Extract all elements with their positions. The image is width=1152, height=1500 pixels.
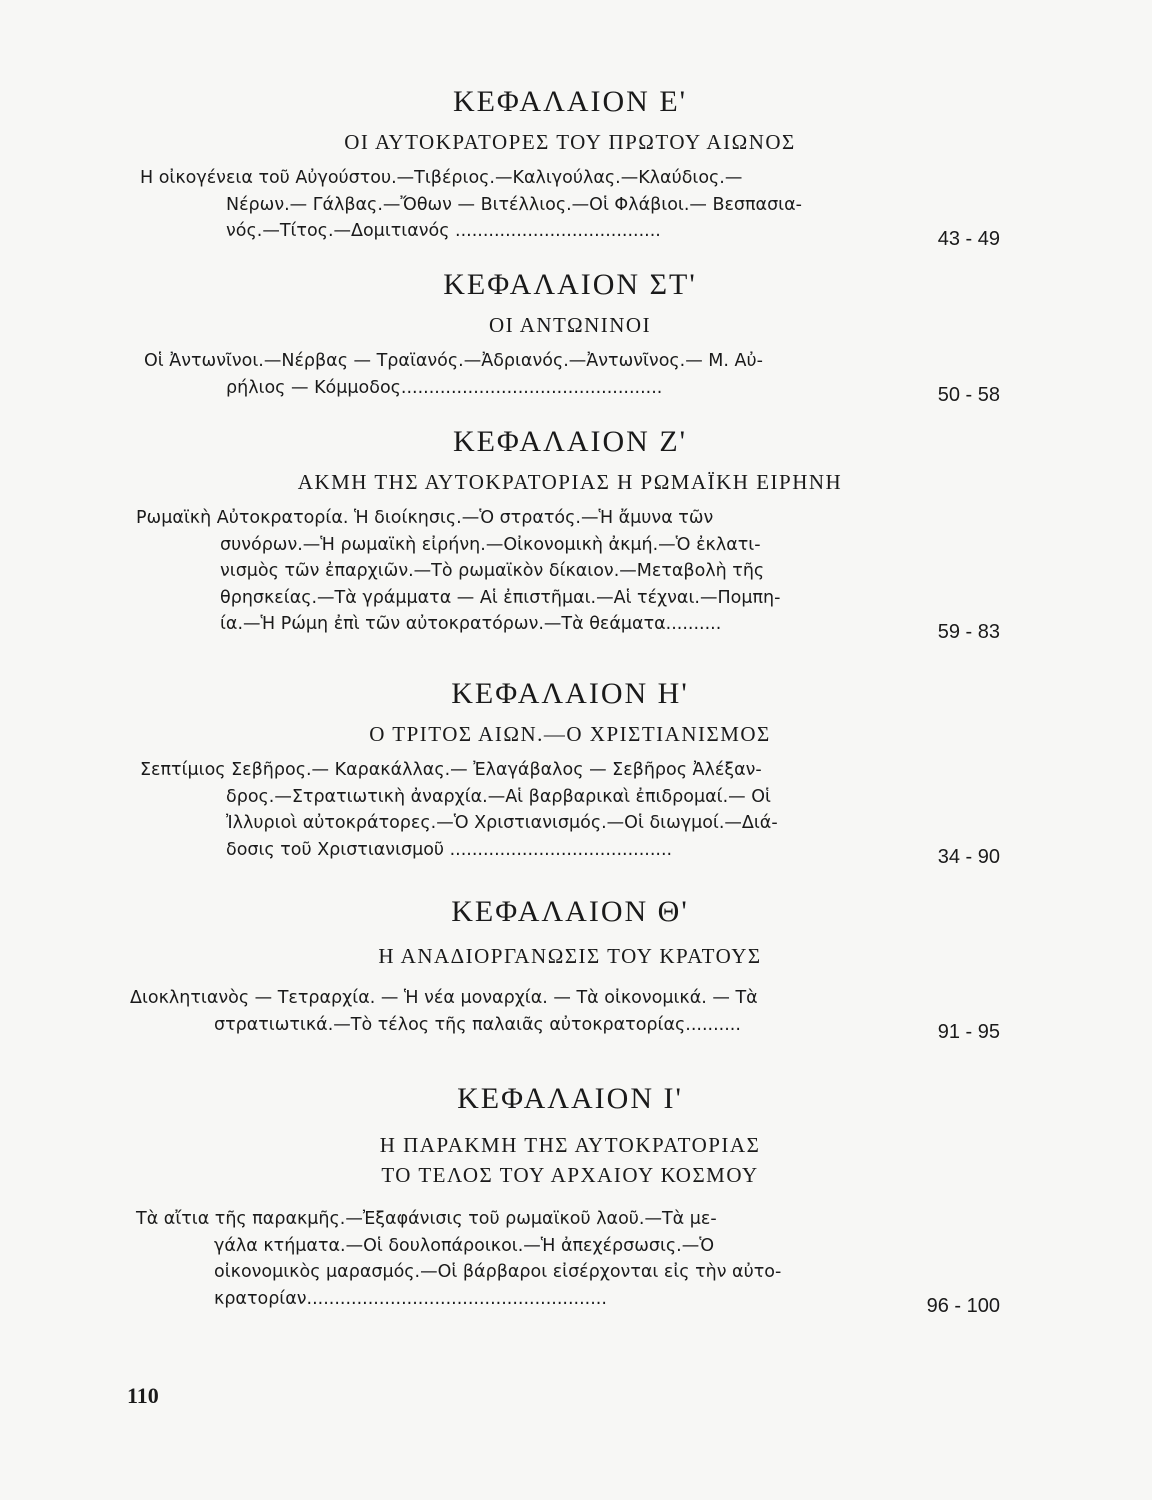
chapter-title: ΚΕΦΑΛΑΙΟΝ Ι' bbox=[457, 1082, 683, 1115]
entry-line: στρατιωτικά.—Τὸ τέλος τῆς παλαιᾶς αὐτοκρατορίας.......... bbox=[214, 1014, 741, 1035]
entry-line: Ἰλλυριοὶ αὐτοκράτορες.—Ὁ Χριστιανισμός.—Οἱ διωγμοί.—Διά- bbox=[226, 813, 778, 833]
chapter-subtitle: ΟΙ ΑΝΤΩΝΙΝΟΙ bbox=[488, 313, 652, 337]
entry-line: νός.—Τίτος.—Δομιτιανός ..................................... bbox=[226, 221, 661, 241]
toc-entry bbox=[130, 757, 1010, 868]
chapter-title: ΚΕΦΑΛΑΙΟΝ ΣΤ' bbox=[443, 268, 697, 301]
entry-line: κρατορίαν...................................................... bbox=[214, 1288, 607, 1309]
page-number: 110 bbox=[127, 1383, 159, 1408]
entry-line: Σεπτίμιος Σεβῆρος.— Καρακάλλας.— Ἐλαγάβαλος — Σεβῆρος Ἀλέξαν- bbox=[140, 760, 762, 780]
entry-text bbox=[130, 757, 880, 863]
chapter-title: ΚΕΦΑΛΑΙΟΝ Ε' bbox=[452, 85, 688, 118]
entry-line: γάλα κτήματα.—Οἱ δουλοπάροικοι.—Ἡ ἀπεχέρσωσις.—Ὁ bbox=[214, 1235, 715, 1256]
chapter-subtitle: Ο ΤΡΙΤΟΣ ΑΙΩΝ.—Ο ΧΡΙΣΤΙΑΝΙΣΜΟΣ bbox=[369, 722, 771, 746]
entry-line: Τὰ αἴτια τῆς παρακμῆς.—Ἐξαφάνισις τοῦ ρωμαϊκοῦ λαοῦ.—Τὰ με- bbox=[136, 1209, 717, 1229]
chapter-st bbox=[130, 268, 1010, 406]
toc-entry bbox=[130, 985, 1010, 1043]
entry-text bbox=[130, 165, 880, 245]
chapter-title: ΚΕΦΑΛΑΙΟΝ Ζ' bbox=[452, 425, 688, 458]
chapter-title: ΚΕΦΑΛΑΙΟΝ Θ' bbox=[451, 895, 689, 928]
entry-line: θρησκείας.—Τὰ γράμματα — Αἱ ἐπιστῆμαι.—Αἱ τέχναι.—Πομπη- bbox=[220, 587, 781, 608]
chapter-subtitle: ΑΚΜΗ ΤΗΣ ΑΥΤΟΚΡΑΤΟΡΙΑΣ Η ΡΩΜΑΪΚΗ ΕΙΡΗΝΗ bbox=[297, 470, 843, 494]
entry-line: Διοκλητιανὸς — Τετραρχία. — Ἡ νέα μοναρχία. — Τὰ οἰκονομικά. — Τὰ bbox=[130, 988, 758, 1008]
chapter-title: ΚΕΦΑΛΑΙΟΝ Η' bbox=[451, 677, 689, 710]
entry-line: ία.—Ἡ Ρώμη ἐπὶ τῶν αὐτοκρατόρων.—Τὰ θεάματα.......... bbox=[220, 614, 722, 634]
entry-line: Η οἰκογένεια τοῦ Αὐγούστου.—Τιβέριος.—Καλιγούλας.—Κλαύδιος.— bbox=[140, 168, 743, 188]
chapter-th bbox=[130, 895, 1010, 1043]
page-range: 91 - 95 bbox=[937, 1021, 1000, 1043]
entry-line: Οἱ Ἀντωνῖνοι.—Νέρβας — Τραϊανός.—Ἀδριανός.—Ἀντωνῖνος.— Μ. Αὐ- bbox=[144, 351, 763, 371]
page-range: 50 - 58 bbox=[937, 384, 1000, 406]
entry-line: Ρωμαϊκὴ Αὐτοκρατορία. Ἡ διοίκησις.—Ὁ στρατός.—Ἡ ἄμυνα τῶν bbox=[136, 508, 714, 528]
page-range: 59 - 83 bbox=[937, 620, 1000, 643]
entry-text bbox=[130, 348, 880, 401]
entry-line: Νέρων.— Γάλβας.—Ὄθων — Βιτέλλιος.—Οἱ Φλάβιοι.— Βεσπασια- bbox=[226, 194, 802, 215]
entry-line: οἰκονομικὸς μαρασμός.—Οἱ βάρβαροι εἰσέρχονται εἰς τὴν αὐτο- bbox=[214, 1262, 782, 1282]
toc-entry bbox=[130, 165, 1010, 250]
page-range: 96 - 100 bbox=[926, 1295, 1000, 1317]
chapter-i bbox=[130, 1082, 1010, 1317]
entry-line: ρήλιος — Κόμμοδος............................................... bbox=[226, 377, 663, 398]
chapter-subtitle: ΟΙ ΑΥΤΟΚΡΑΤΟΡΕΣ ΤΟΥ ΠΡΩΤΟΥ ΑΙΩΝΟΣ bbox=[344, 130, 796, 154]
entry-line: δρος.—Στρατιωτικὴ ἀναρχία.—Αἱ βαρβαρικαὶ ἐπιδρομαί.— Οἱ bbox=[226, 786, 771, 807]
chapter-subtitle: Η ΑΝΑΔΙΟΡΓΑΝΩΣΙΣ ΤΟΥ ΚΡΑΤΟΥΣ bbox=[378, 944, 762, 968]
toc-entry bbox=[130, 348, 1010, 406]
entry-line: συνόρων.—Ἡ ρωμαϊκὴ εἰρήνη.—Οἰκονομικὴ ἀκμή.—Ὁ ἐκλατι- bbox=[220, 534, 761, 555]
chapter-e bbox=[130, 85, 1010, 250]
entry-text bbox=[130, 1206, 880, 1312]
chapter-subtitle-2: ΤΟ ΤΕΛΟΣ ΤΟΥ ΑΡΧΑΙΟΥ ΚΟΣΜΟΥ bbox=[381, 1163, 759, 1187]
page-range: 34 - 90 bbox=[937, 846, 1000, 868]
entry-line: νισμὸς τῶν ἐπαρχιῶν.—Τὸ ρωμαϊκὸν δίκαιον.—Μεταβολὴ τῆς bbox=[220, 561, 765, 581]
chapter-subtitle: Η ΠΑΡΑΚΜΗ ΤΗΣ ΑΥΤΟΚΡΑΤΟΡΙΑΣ bbox=[379, 1133, 761, 1157]
chapter-z bbox=[130, 425, 1010, 643]
page-range: 43 - 49 bbox=[937, 227, 1000, 250]
entry-line: δοσις τοῦ Χριστιανισμοῦ ........................................ bbox=[226, 839, 673, 860]
entry-text bbox=[130, 505, 880, 638]
toc-entry bbox=[130, 505, 1010, 643]
chapter-h bbox=[130, 677, 1010, 868]
entry-text bbox=[130, 985, 880, 1038]
toc-entry bbox=[130, 1206, 1010, 1317]
